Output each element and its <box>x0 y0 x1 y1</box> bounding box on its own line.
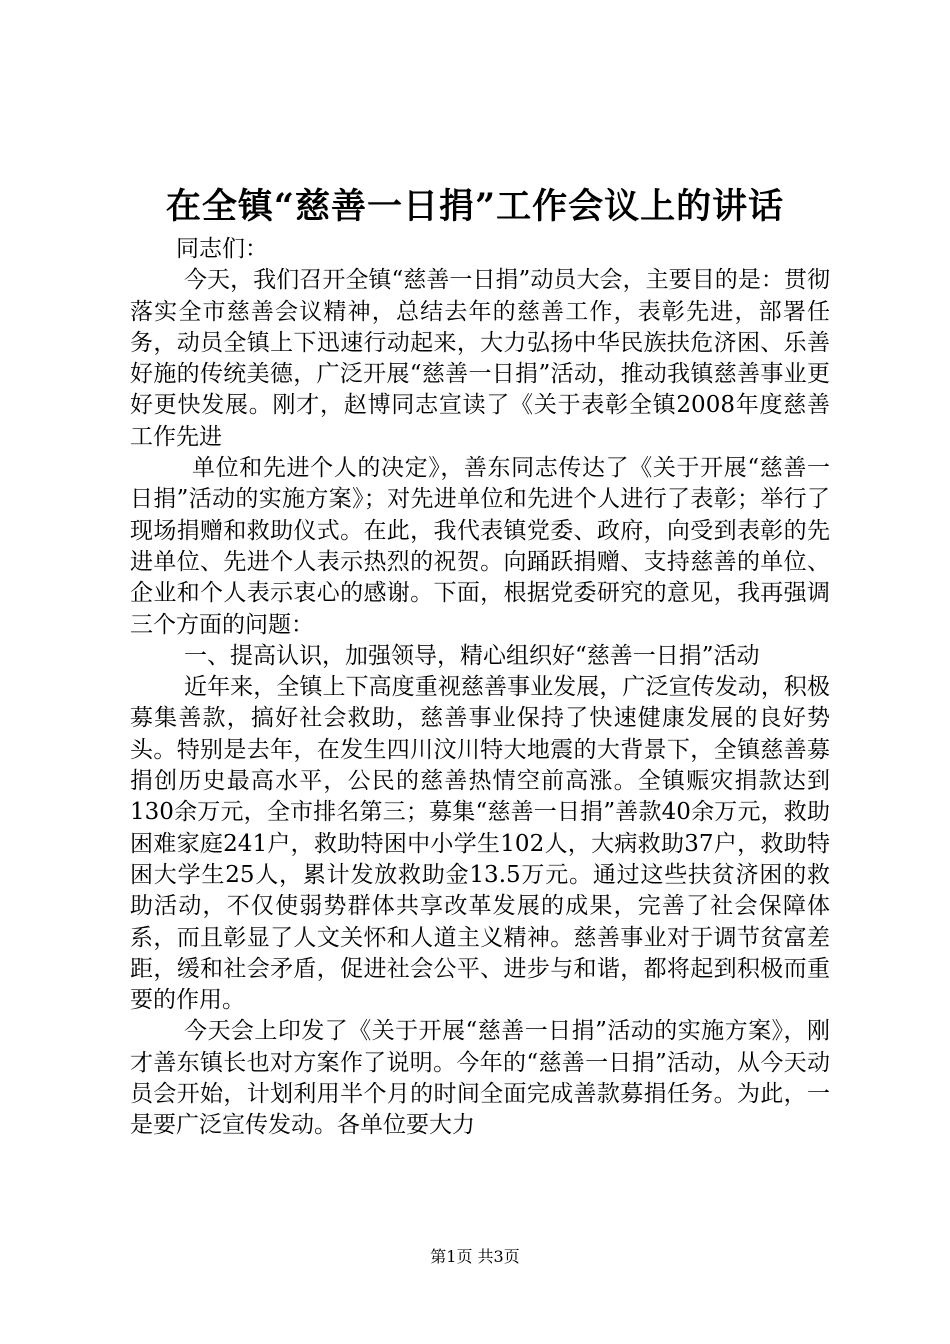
paragraph: 今天会上印发了《关于开展“慈善一日捐”活动的实施方案》，刚才善东镇长也对方案作了说明。今年的“慈善一日捐”活动，从今天动员会开始，计划利用半个月的时间全面完成善款募捐任务。为此，一是要广泛宣传发动。各单位要大力 <box>130 1018 830 1139</box>
page-title: 在全镇“慈善一日捐”工作会议上的讲话 <box>165 186 785 227</box>
section-heading: 一、提高认识，加强领导，精心组织好“慈善一日捐”活动 <box>184 642 760 669</box>
paragraph: 今天，我们召开全镇“慈善一日捐”动员大会，主要目的是：贯彻落实全市慈善会议精神，总结去年的慈善工作，表彰先进，部署任务，动员全镇上下迅速行动起来，大力弘扬中华民族扶危济困、乐善好施的传统美德，广泛开展“慈善一日捐”活动，推动我镇慈善事业更好更快发展。刚才，赵博同志宣读了《关于表彰全镇2008年度慈善工作先进 <box>130 267 830 450</box>
paragraph: 单位和先进个人的决定》，善东同志传达了《关于开展“慈善一日捐”活动的实施方案》；对先进单位和先进个人进行了表彰；举行了现场捐赠和救助仪式。在此，我代表镇党委、政府，向受到表彰的先进单位、先进个人表示热烈的祝贺。向踊跃捐赠、支持慈善的单位、企业和个人表示衷心的感谢。下面，根据党委研究的意见，我再强调三个方面的问题： <box>130 455 830 638</box>
salutation: 同志们： <box>176 236 268 262</box>
document-body <box>130 234 830 1142</box>
paragraph: 近年来，全镇上下高度重视慈善事业发展，广泛宣传发动，积极募集善款，搞好社会救助，慈善事业保持了快速健康发展的良好势头。特别是去年，在发生四川汶川特大地震的大背景下，全镇慈善募捐创历史最高水平，公民的慈善热情空前高涨。全镇赈灾捐款达到130余万元，全市排名第三；募集“慈善一日捐”善款40余万元，救助困难家庭241户，救助特困中小学生102人，大病救助37户，救助特困大学生25人，累计发放救助金13.5万元。通过这些扶贫济困的救助活动，不仅使弱势群体共享改革发展的成果，完善了社会保障体系，而且彰显了人文关怀和人道主义精神。慈善事业对于调节贫富差距，缓和社会矛盾，促进社会公平、进步与和谐，都将起到积极而重要的作用。 <box>130 674 830 1014</box>
page-footer: 第1页 共3页 <box>430 1247 520 1266</box>
